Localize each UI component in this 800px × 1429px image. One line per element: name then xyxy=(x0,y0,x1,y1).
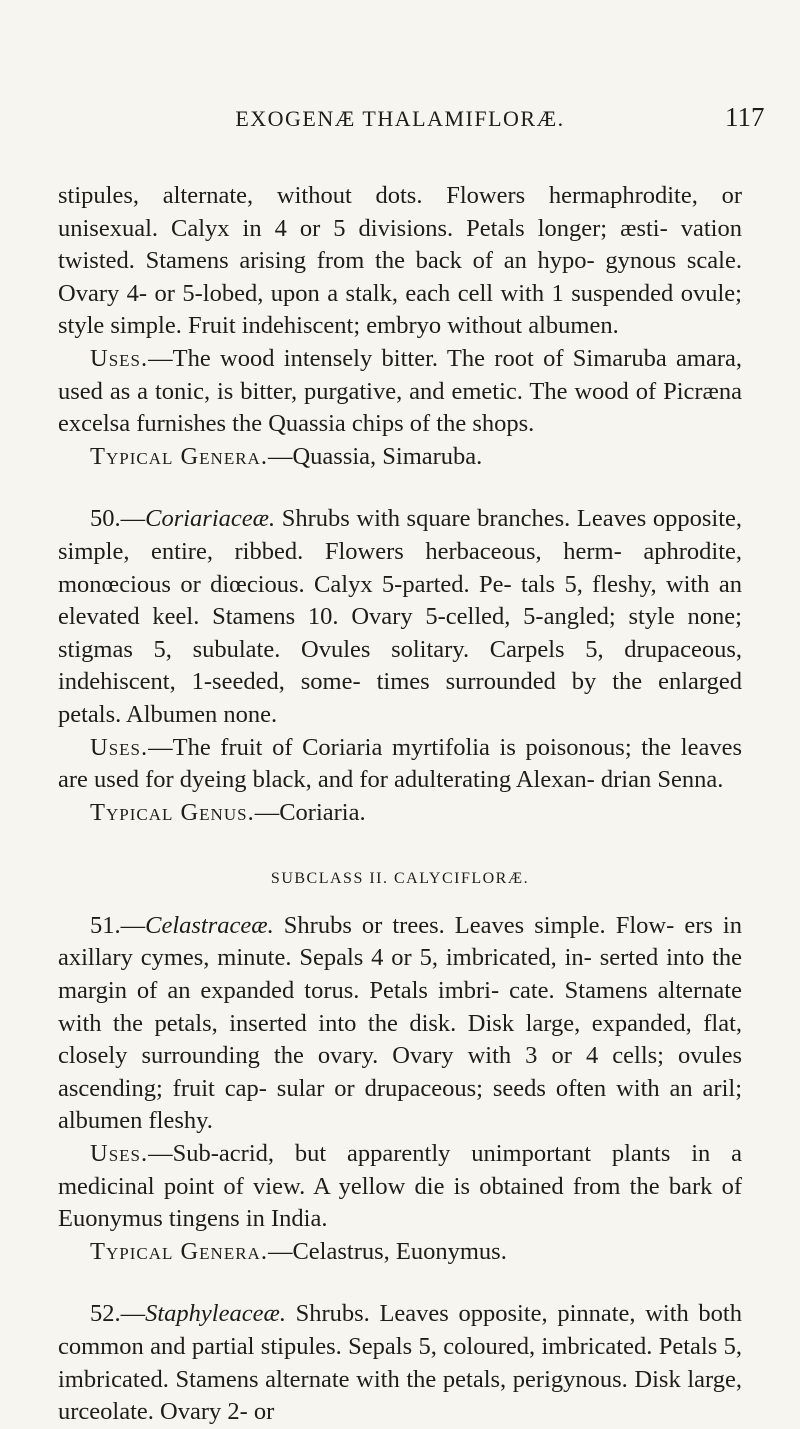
entry-number: 51.— xyxy=(90,911,146,939)
paragraph-typical-genera-simarubaceae: Typical Genera.—Quassia, Simaruba. xyxy=(90,442,483,470)
paragraph-typical-genera-celastraceae: Typical Genera.—Celastrus, Euonymus. xyxy=(90,1237,507,1265)
paragraph-coriariaceae: 50.—Coriariaceæ. Shrubs with square branches. Leaves opposite, simple, entire, ribbed. Flowers herbaceous, herm- aphrodite, monœcious or diœcious. Calyx 5-parted. Pe- tals 5, fleshy, with an elevated keel. Stamens 10. Ovary 5-celled, 5-angled; style none; stigmas 5, subulate. Ovules solitary. Carpels 5, drupaceous, indehiscent, 1-seeded, some- times surrounded by the enlarged petals. Albumen none. xyxy=(58,505,742,728)
section-lead: Typical Genera. xyxy=(90,442,268,470)
section-lead: Uses. xyxy=(90,733,149,761)
section-lead: Uses. xyxy=(90,1140,149,1168)
subclass-heading: SUBCLASS II. CALYCIFLORÆ. xyxy=(270,870,530,888)
paragraph-celastraceae: 51.—Celastraceæ. Shrubs or trees. Leaves simple. Flow- ers in axillary cymes, minute. Sepals 4 or 5, imbricated, in- serted into the margin of an expanded torus. Petals imbri- cate. Stamens alternate with the petals, inserted into the disk. Disk large, expanded, flat, closely surrounding the ovary. Ovary with 3 or 4 cells; ovules ascending; fruit cap- sular or drupaceous; seeds often with an aril; albumen fleshy. xyxy=(58,911,742,1135)
section-lead: Uses. xyxy=(90,344,149,372)
section-lead: Typical Genus. xyxy=(90,798,255,826)
page-number: 117 xyxy=(725,102,765,132)
paragraph-typical-genus-coriariaceae: Typical Genus.—Coriaria. xyxy=(90,798,366,826)
paragraph-uses-coriariaceae: Uses.—The fruit of Coriaria myrtifolia is poisonous; the leaves are used for dyeing black, and for adulterating Alexan- drian Senna. xyxy=(58,733,742,794)
section-lead: Typical Genera. xyxy=(90,1237,268,1265)
paragraph-uses-simarubaceae: Uses.—The wood intensely bitter. The root of Simaruba amara, used as a tonic, is bitter, purgative, and emetic. The wood of Picræna excelsa furnishes the Quassia chips of the shops. xyxy=(58,344,742,438)
family-name: Staphyleaceæ. xyxy=(145,1300,286,1328)
paragraph-uses-celastraceae: Uses.—Sub-acrid, but apparently unimportant plants in a medicinal point of view. A yellow die is obtained from the bark of Euonymus tingens in India. xyxy=(58,1140,742,1233)
page-header xyxy=(0,102,800,146)
page-body xyxy=(58,180,742,1429)
paragraph-staphyleaceae: 52.—Staphyleaceæ. Shrubs. Leaves opposite, pinnate, with both common and partial stipules. Sepals 5, coloured, imbricated. Petals 5, imbricated. Stamens alternate with the petals, perigynous. Disk large, urceolate. Ovary 2- or xyxy=(58,1300,742,1426)
entry-number: 52.— xyxy=(90,1300,146,1328)
paragraph-continuation: stipules, alternate, without dots. Flowers hermaphrodite, or unisexual. Calyx in 4 or 5 divisions. Petals longer; æsti- vation twisted. Stamens arising from the back of an hypo- gynous scale. Ovary 4- or 5-lobed, upon a stalk, each cell with 1 suspended ovule; style simple. Fruit indehiscent; embryo without albumen. xyxy=(58,182,742,340)
running-title: EXOGENÆ THALAMIFLORÆ. xyxy=(235,106,565,131)
family-name: Coriariaceæ. xyxy=(145,505,276,533)
entry-number: 50.— xyxy=(90,505,146,533)
family-name: Celastraceæ. xyxy=(145,911,274,939)
